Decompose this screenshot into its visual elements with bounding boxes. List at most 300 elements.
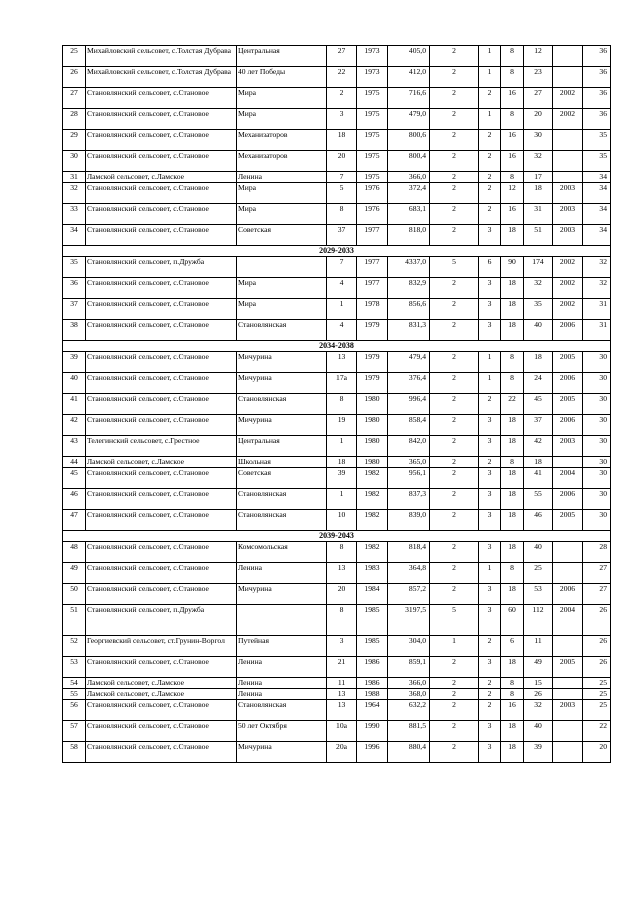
year-built-cell: 1975 xyxy=(357,151,388,172)
house-number-cell: 5 xyxy=(327,183,357,204)
residents-cell: 18 xyxy=(524,457,553,468)
apartments-cell: 6 xyxy=(501,636,524,657)
year-built-cell: 1982 xyxy=(357,542,388,563)
residents-cell: 12 xyxy=(524,46,553,67)
row-number-cell: 35 xyxy=(63,257,86,278)
table-row xyxy=(63,605,611,636)
year-built-cell: 1986 xyxy=(357,678,388,689)
row-number-cell: 51 xyxy=(63,605,86,636)
wear-percent-cell: 20 xyxy=(583,742,611,763)
wear-percent-cell: 36 xyxy=(583,109,611,130)
apartments-cell: 16 xyxy=(501,88,524,109)
floors-cell: 2 xyxy=(430,225,479,246)
renovation-year-cell xyxy=(553,721,583,742)
housing-table xyxy=(62,45,611,763)
apartments-cell: 18 xyxy=(501,468,524,489)
street-cell: Становлянская xyxy=(237,320,327,341)
area-cell: 405,0 xyxy=(388,46,430,67)
floors-cell: 2 xyxy=(430,373,479,394)
wear-percent-cell: 30 xyxy=(583,468,611,489)
area-cell: 365,0 xyxy=(388,457,430,468)
period-header-row xyxy=(63,341,611,352)
wear-percent-cell: 32 xyxy=(583,257,611,278)
settlement-cell: Становлянский сельсовет, с.Становое xyxy=(86,721,237,742)
entrances-cell: 2 xyxy=(479,88,501,109)
area-cell: 304,0 xyxy=(388,636,430,657)
renovation-year-cell xyxy=(553,636,583,657)
year-built-cell: 1978 xyxy=(357,299,388,320)
row-number-cell: 40 xyxy=(63,373,86,394)
area-cell: 368,0 xyxy=(388,689,430,700)
house-number-cell: 18 xyxy=(327,130,357,151)
entrances-cell: 3 xyxy=(479,468,501,489)
floors-cell: 2 xyxy=(430,109,479,130)
residents-cell: 53 xyxy=(524,584,553,605)
area-cell: 856,6 xyxy=(388,299,430,320)
wear-percent-cell: 35 xyxy=(583,151,611,172)
apartments-cell: 60 xyxy=(501,605,524,636)
table-row xyxy=(63,373,611,394)
area-cell: 996,4 xyxy=(388,394,430,415)
year-built-cell: 1982 xyxy=(357,489,388,510)
residents-cell: 49 xyxy=(524,657,553,678)
floors-cell: 2 xyxy=(430,689,479,700)
year-built-cell: 1975 xyxy=(357,88,388,109)
apartments-cell: 8 xyxy=(501,46,524,67)
area-cell: 880,4 xyxy=(388,742,430,763)
table-row xyxy=(63,742,611,763)
year-built-cell: 1976 xyxy=(357,183,388,204)
apartments-cell: 16 xyxy=(501,130,524,151)
row-number-cell: 45 xyxy=(63,468,86,489)
settlement-cell: Становлянский сельсовет, с.Становое xyxy=(86,563,237,584)
house-number-cell: 22 xyxy=(327,67,357,88)
floors-cell: 2 xyxy=(430,721,479,742)
row-number-cell: 58 xyxy=(63,742,86,763)
row-number-cell: 39 xyxy=(63,352,86,373)
year-built-cell: 1980 xyxy=(357,436,388,457)
row-number-cell: 47 xyxy=(63,510,86,531)
row-number-cell: 29 xyxy=(63,130,86,151)
house-number-cell: 11 xyxy=(327,678,357,689)
period-label: 2034-2038 xyxy=(63,341,611,352)
row-number-cell: 44 xyxy=(63,457,86,468)
table-row xyxy=(63,415,611,436)
street-cell: Механизаторов xyxy=(237,151,327,172)
entrances-cell: 1 xyxy=(479,352,501,373)
residents-cell: 25 xyxy=(524,563,553,584)
area-cell: 632,2 xyxy=(388,700,430,721)
floors-cell: 2 xyxy=(430,183,479,204)
table-row xyxy=(63,510,611,531)
row-number-cell: 36 xyxy=(63,278,86,299)
wear-percent-cell: 35 xyxy=(583,130,611,151)
street-cell: Механизаторов xyxy=(237,130,327,151)
street-cell: Становлянская xyxy=(237,394,327,415)
settlement-cell: Становлянский сельсовет, с.Становое xyxy=(86,130,237,151)
table-row xyxy=(63,109,611,130)
residents-cell: 18 xyxy=(524,183,553,204)
entrances-cell: 3 xyxy=(479,225,501,246)
residents-cell: 39 xyxy=(524,742,553,763)
entrances-cell: 3 xyxy=(479,489,501,510)
residents-cell: 42 xyxy=(524,436,553,457)
house-number-cell: 17а xyxy=(327,373,357,394)
table-row xyxy=(63,584,611,605)
residents-cell: 35 xyxy=(524,299,553,320)
street-cell: Мичурина xyxy=(237,584,327,605)
year-built-cell: 1977 xyxy=(357,225,388,246)
settlement-cell: Становлянский сельсовет, с.Становое xyxy=(86,510,237,531)
wear-percent-cell: 30 xyxy=(583,510,611,531)
wear-percent-cell: 32 xyxy=(583,278,611,299)
renovation-year-cell: 2002 xyxy=(553,88,583,109)
area-cell: 364,8 xyxy=(388,563,430,584)
renovation-year-cell xyxy=(553,172,583,183)
table-row xyxy=(63,700,611,721)
renovation-year-cell xyxy=(553,742,583,763)
renovation-year-cell xyxy=(553,689,583,700)
floors-cell: 5 xyxy=(430,605,479,636)
house-number-cell: 8 xyxy=(327,605,357,636)
year-built-cell: 1990 xyxy=(357,721,388,742)
year-built-cell: 1980 xyxy=(357,457,388,468)
row-number-cell: 50 xyxy=(63,584,86,605)
street-cell: Мира xyxy=(237,204,327,225)
entrances-cell: 2 xyxy=(479,689,501,700)
house-number-cell: 13 xyxy=(327,689,357,700)
renovation-year-cell: 2003 xyxy=(553,204,583,225)
house-number-cell: 7 xyxy=(327,257,357,278)
residents-cell: 51 xyxy=(524,225,553,246)
street-cell: Мира xyxy=(237,183,327,204)
area-cell: 839,0 xyxy=(388,510,430,531)
house-number-cell: 8 xyxy=(327,542,357,563)
entrances-cell: 2 xyxy=(479,700,501,721)
settlement-cell: Становлянский сельсовет, с.Становое xyxy=(86,183,237,204)
renovation-year-cell: 2006 xyxy=(553,373,583,394)
entrances-cell: 2 xyxy=(479,130,501,151)
renovation-year-cell: 2003 xyxy=(553,225,583,246)
table-row xyxy=(63,151,611,172)
table-row xyxy=(63,46,611,67)
settlement-cell: Становлянский сельсовет, с.Становое xyxy=(86,320,237,341)
area-cell: 800,4 xyxy=(388,151,430,172)
entrances-cell: 2 xyxy=(479,183,501,204)
table-row xyxy=(63,299,611,320)
house-number-cell: 13 xyxy=(327,352,357,373)
floors-cell: 2 xyxy=(430,489,479,510)
area-cell: 858,4 xyxy=(388,415,430,436)
apartments-cell: 8 xyxy=(501,172,524,183)
house-number-cell: 21 xyxy=(327,657,357,678)
residents-cell: 32 xyxy=(524,278,553,299)
settlement-cell: Георгиевский сельсовет, ст.Грунин-Воргол xyxy=(86,636,237,657)
house-number-cell: 4 xyxy=(327,278,357,299)
area-cell: 366,0 xyxy=(388,678,430,689)
entrances-cell: 1 xyxy=(479,563,501,584)
wear-percent-cell: 27 xyxy=(583,563,611,584)
area-cell: 818,4 xyxy=(388,542,430,563)
row-number-cell: 28 xyxy=(63,109,86,130)
wear-percent-cell: 36 xyxy=(583,46,611,67)
entrances-cell: 3 xyxy=(479,510,501,531)
street-cell: Советская xyxy=(237,468,327,489)
renovation-year-cell: 2004 xyxy=(553,468,583,489)
house-number-cell: 20 xyxy=(327,584,357,605)
house-number-cell: 39 xyxy=(327,468,357,489)
row-number-cell: 43 xyxy=(63,436,86,457)
entrances-cell: 3 xyxy=(479,320,501,341)
year-built-cell: 1977 xyxy=(357,257,388,278)
house-number-cell: 1 xyxy=(327,299,357,320)
apartments-cell: 16 xyxy=(501,204,524,225)
period-label: 2029-2033 xyxy=(63,246,611,257)
settlement-cell: Становлянский сельсовет, с.Становое xyxy=(86,204,237,225)
house-number-cell: 3 xyxy=(327,109,357,130)
table-row xyxy=(63,352,611,373)
year-built-cell: 1979 xyxy=(357,352,388,373)
entrances-cell: 2 xyxy=(479,636,501,657)
residents-cell: 40 xyxy=(524,721,553,742)
residents-cell: 27 xyxy=(524,88,553,109)
street-cell: Мичурина xyxy=(237,742,327,763)
wear-percent-cell: 31 xyxy=(583,320,611,341)
settlement-cell: Становлянский сельсовет, с.Становое xyxy=(86,489,237,510)
table-row xyxy=(63,67,611,88)
year-built-cell: 1973 xyxy=(357,67,388,88)
table-row xyxy=(63,489,611,510)
street-cell: Комсомольская xyxy=(237,542,327,563)
renovation-year-cell: 2003 xyxy=(553,700,583,721)
floors-cell: 2 xyxy=(430,67,479,88)
row-number-cell: 55 xyxy=(63,689,86,700)
wear-percent-cell: 26 xyxy=(583,605,611,636)
floors-cell: 2 xyxy=(430,172,479,183)
floors-cell: 2 xyxy=(430,46,479,67)
entrances-cell: 3 xyxy=(479,436,501,457)
residents-cell: 40 xyxy=(524,320,553,341)
residents-cell: 11 xyxy=(524,636,553,657)
house-number-cell: 1 xyxy=(327,436,357,457)
house-number-cell: 8 xyxy=(327,394,357,415)
house-number-cell: 37 xyxy=(327,225,357,246)
renovation-year-cell: 2006 xyxy=(553,584,583,605)
street-cell: Мира xyxy=(237,278,327,299)
wear-percent-cell: 31 xyxy=(583,299,611,320)
floors-cell: 2 xyxy=(430,657,479,678)
apartments-cell: 18 xyxy=(501,415,524,436)
apartments-cell: 18 xyxy=(501,278,524,299)
entrances-cell: 3 xyxy=(479,415,501,436)
renovation-year-cell: 2006 xyxy=(553,415,583,436)
apartments-cell: 18 xyxy=(501,436,524,457)
area-cell: 859,1 xyxy=(388,657,430,678)
floors-cell: 2 xyxy=(430,352,479,373)
settlement-cell: Михайловский сельсовет, с.Толстая Дубрава xyxy=(86,46,237,67)
entrances-cell: 2 xyxy=(479,678,501,689)
settlement-cell: Становлянский сельсовет, с.Становое xyxy=(86,542,237,563)
year-built-cell: 1979 xyxy=(357,373,388,394)
wear-percent-cell: 26 xyxy=(583,636,611,657)
floors-cell: 1 xyxy=(430,636,479,657)
apartments-cell: 8 xyxy=(501,109,524,130)
year-built-cell: 1976 xyxy=(357,204,388,225)
wear-percent-cell: 34 xyxy=(583,172,611,183)
wear-percent-cell: 30 xyxy=(583,489,611,510)
residents-cell: 32 xyxy=(524,700,553,721)
apartments-cell: 8 xyxy=(501,373,524,394)
street-cell xyxy=(237,605,327,636)
floors-cell: 2 xyxy=(430,678,479,689)
table-row xyxy=(63,130,611,151)
renovation-year-cell: 2006 xyxy=(553,320,583,341)
street-cell: Мичурина xyxy=(237,352,327,373)
row-number-cell: 57 xyxy=(63,721,86,742)
area-cell: 832,9 xyxy=(388,278,430,299)
floors-cell: 2 xyxy=(430,742,479,763)
area-cell: 800,6 xyxy=(388,130,430,151)
area-cell: 412,0 xyxy=(388,67,430,88)
row-number-cell: 56 xyxy=(63,700,86,721)
wear-percent-cell: 26 xyxy=(583,657,611,678)
table-row xyxy=(63,563,611,584)
renovation-year-cell: 2003 xyxy=(553,436,583,457)
wear-percent-cell: 30 xyxy=(583,352,611,373)
year-built-cell: 1977 xyxy=(357,278,388,299)
renovation-year-cell: 2004 xyxy=(553,605,583,636)
house-number-cell: 8 xyxy=(327,204,357,225)
house-number-cell: 7 xyxy=(327,172,357,183)
wear-percent-cell: 27 xyxy=(583,584,611,605)
settlement-cell: Становлянский сельсовет, с.Становое xyxy=(86,88,237,109)
floors-cell: 2 xyxy=(430,299,479,320)
row-number-cell: 33 xyxy=(63,204,86,225)
apartments-cell: 18 xyxy=(501,299,524,320)
renovation-year-cell: 2002 xyxy=(553,257,583,278)
settlement-cell: Становлянский сельсовет, с.Становое xyxy=(86,415,237,436)
wear-percent-cell: 30 xyxy=(583,457,611,468)
street-cell: Ленина xyxy=(237,657,327,678)
year-built-cell: 1988 xyxy=(357,689,388,700)
table-row xyxy=(63,436,611,457)
entrances-cell: 3 xyxy=(479,278,501,299)
settlement-cell: Становлянский сельсовет, с.Становое xyxy=(86,373,237,394)
area-cell: 956,1 xyxy=(388,468,430,489)
renovation-year-cell xyxy=(553,130,583,151)
table-row xyxy=(63,320,611,341)
entrances-cell: 3 xyxy=(479,299,501,320)
apartments-cell: 22 xyxy=(501,394,524,415)
street-cell: Путейная xyxy=(237,636,327,657)
entrances-cell: 3 xyxy=(479,657,501,678)
floors-cell: 2 xyxy=(430,130,479,151)
entrances-cell: 2 xyxy=(479,394,501,415)
renovation-year-cell xyxy=(553,542,583,563)
settlement-cell: Становлянский сельсовет, п.Дружба xyxy=(86,257,237,278)
street-cell: Становлянская xyxy=(237,489,327,510)
entrances-cell: 2 xyxy=(479,204,501,225)
apartments-cell: 90 xyxy=(501,257,524,278)
year-built-cell: 1985 xyxy=(357,636,388,657)
table-row xyxy=(63,542,611,563)
area-cell: 818,0 xyxy=(388,225,430,246)
area-cell: 4337,0 xyxy=(388,257,430,278)
settlement-cell: Ламской сельсовет, с.Ламское xyxy=(86,678,237,689)
area-cell: 3197,5 xyxy=(388,605,430,636)
floors-cell: 2 xyxy=(430,88,479,109)
floors-cell: 2 xyxy=(430,394,479,415)
table-row xyxy=(63,278,611,299)
house-number-cell: 4 xyxy=(327,320,357,341)
residents-cell: 40 xyxy=(524,542,553,563)
house-number-cell: 1 xyxy=(327,489,357,510)
renovation-year-cell: 2006 xyxy=(553,489,583,510)
year-built-cell: 1975 xyxy=(357,172,388,183)
period-header-row xyxy=(63,531,611,542)
apartments-cell: 8 xyxy=(501,67,524,88)
renovation-year-cell: 2005 xyxy=(553,352,583,373)
table-row xyxy=(63,394,611,415)
wear-percent-cell: 36 xyxy=(583,88,611,109)
year-built-cell: 1986 xyxy=(357,657,388,678)
street-cell: Ленина xyxy=(237,172,327,183)
table-row xyxy=(63,678,611,689)
floors-cell: 2 xyxy=(430,700,479,721)
settlement-cell: Становлянский сельсовет, с.Становое xyxy=(86,225,237,246)
settlement-cell: Ламской сельсовет, с.Ламское xyxy=(86,457,237,468)
residents-cell: 17 xyxy=(524,172,553,183)
residents-cell: 18 xyxy=(524,352,553,373)
house-number-cell: 13 xyxy=(327,563,357,584)
settlement-cell: Становлянский сельсовет, с.Становое xyxy=(86,394,237,415)
settlement-cell: Становлянский сельсовет, п.Дружба xyxy=(86,605,237,636)
renovation-year-cell: 2005 xyxy=(553,657,583,678)
row-number-cell: 32 xyxy=(63,183,86,204)
settlement-cell: Становлянский сельсовет, с.Становое xyxy=(86,109,237,130)
apartments-cell: 18 xyxy=(501,489,524,510)
renovation-year-cell: 2005 xyxy=(553,510,583,531)
floors-cell: 2 xyxy=(430,468,479,489)
renovation-year-cell xyxy=(553,67,583,88)
residents-cell: 31 xyxy=(524,204,553,225)
table-row xyxy=(63,468,611,489)
residents-cell: 30 xyxy=(524,130,553,151)
apartments-cell: 18 xyxy=(501,510,524,531)
year-built-cell: 1975 xyxy=(357,109,388,130)
area-cell: 716,6 xyxy=(388,88,430,109)
floors-cell: 2 xyxy=(430,415,479,436)
street-cell: Центральная xyxy=(237,436,327,457)
apartments-cell: 18 xyxy=(501,657,524,678)
street-cell: Становлянская xyxy=(237,700,327,721)
wear-percent-cell: 25 xyxy=(583,678,611,689)
house-number-cell: 18 xyxy=(327,457,357,468)
settlement-cell: Становлянский сельсовет, с.Становое xyxy=(86,584,237,605)
street-cell: Мичурина xyxy=(237,415,327,436)
residents-cell: 24 xyxy=(524,373,553,394)
house-number-cell: 3 xyxy=(327,636,357,657)
house-number-cell: 10а xyxy=(327,721,357,742)
table-row xyxy=(63,457,611,468)
residents-cell: 20 xyxy=(524,109,553,130)
apartments-cell: 8 xyxy=(501,563,524,584)
settlement-cell: Становлянский сельсовет, с.Становое xyxy=(86,468,237,489)
entrances-cell: 2 xyxy=(479,151,501,172)
settlement-cell: Ламской сельсовет, с.Ламское xyxy=(86,172,237,183)
area-cell: 683,1 xyxy=(388,204,430,225)
entrances-cell: 2 xyxy=(479,172,501,183)
